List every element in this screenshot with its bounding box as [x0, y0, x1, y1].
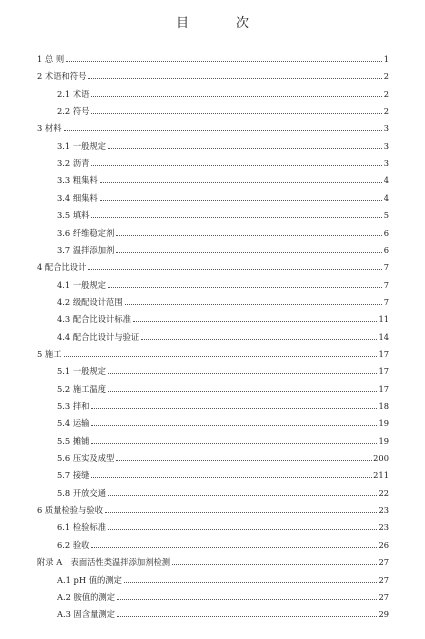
toc-entry[interactable] — [57, 518, 389, 532]
toc-entry[interactable] — [57, 189, 389, 203]
toc-entry-label: A.3 固含量测定 — [57, 609, 116, 620]
toc-entry[interactable] — [57, 85, 389, 99]
toc-entry[interactable] — [57, 536, 389, 550]
toc-entry-label: 4.1 一般规定 — [57, 279, 107, 290]
toc-entry-label: 5.7 接缝 — [57, 470, 90, 481]
toc-leader-dots — [117, 616, 377, 617]
toc-leader-dots — [91, 547, 377, 548]
toc-leader-dots — [133, 321, 378, 322]
toc-entry[interactable] — [57, 605, 389, 619]
toc-entry[interactable] — [57, 362, 389, 376]
toc-entry-label: 3.3 粗集料 — [57, 175, 98, 186]
toc-leader-dots — [108, 148, 382, 149]
toc-entry[interactable] — [57, 328, 389, 342]
toc-entry[interactable] — [57, 380, 389, 394]
toc-entry-label: 5.1 一般规定 — [57, 366, 107, 377]
toc-entry-page-number: 17 — [378, 383, 389, 394]
toc-leader-dots — [116, 252, 382, 253]
toc-leader-dots — [91, 165, 382, 166]
toc-entry-label: 4.4 配合比设计与验证 — [57, 331, 140, 342]
toc-entry[interactable] — [37, 119, 389, 133]
toc-entry[interactable] — [57, 241, 389, 255]
toc-entry-page-number: 29 — [378, 609, 389, 620]
toc-entry-page-number: 7 — [383, 279, 389, 290]
toc-entry-page-number: 11 — [378, 314, 389, 325]
toc-entry-page-number: 27 — [378, 574, 389, 585]
toc-leader-dots — [100, 182, 382, 183]
toc-entry-label: A.1 pH 值的测定 — [57, 574, 122, 585]
toc-leader-dots — [108, 529, 377, 530]
toc-entry-label: 5.8 开放交通 — [57, 487, 107, 498]
toc-leader-dots — [105, 512, 377, 513]
toc-entry-page-number: 19 — [378, 435, 389, 446]
toc-entry-page-number: 18 — [378, 401, 389, 411]
toc-entry[interactable] — [57, 484, 389, 498]
toc-entry[interactable] — [57, 414, 389, 428]
toc-leader-dots — [88, 78, 382, 79]
toc-entry[interactable] — [57, 432, 389, 446]
toc-leader-dots — [141, 339, 377, 340]
toc-entry-page-number: 19 — [378, 418, 389, 429]
toc-leader-dots — [88, 269, 382, 270]
toc-leader-dots — [66, 61, 382, 62]
toc-entry-label: 3.7 温拌添加剂 — [57, 244, 115, 255]
toc-entry-label: 5.3 拌和 — [57, 401, 90, 411]
toc-leader-dots — [116, 235, 382, 236]
toc-entry[interactable] — [57, 449, 389, 463]
toc-entry-page-number: 17 — [378, 348, 389, 359]
toc-entry-page-number: 26 — [378, 539, 389, 550]
toc-entry[interactable] — [57, 206, 389, 220]
toc-entry-label: 6.2 验收 — [57, 539, 90, 550]
toc-leader-dots — [116, 460, 372, 461]
toc-entry-page-number: 2 — [383, 106, 389, 117]
toc-entry-label: 2 术语和符号 — [37, 71, 87, 82]
toc-entry[interactable] — [37, 67, 389, 81]
toc-entry-label: 5.2 施工温度 — [57, 383, 107, 394]
toc-leader-dots — [91, 96, 382, 97]
toc-leader-dots — [124, 582, 378, 583]
toc-entry[interactable] — [57, 102, 389, 116]
toc-entry[interactable] — [37, 501, 389, 515]
toc-entry-page-number: 23 — [378, 522, 389, 533]
toc-entry-page-number: 22 — [378, 487, 389, 498]
toc-entry-page-number: 211 — [373, 470, 389, 481]
toc-entry-label: 3.2 沥青 — [57, 158, 90, 169]
toc-leader-dots — [108, 287, 382, 288]
toc-entry-page-number: 27 — [378, 557, 389, 568]
toc-entry[interactable] — [37, 50, 389, 64]
toc-leader-dots — [91, 217, 382, 218]
toc-entry-label: 3.4 细集料 — [57, 192, 98, 203]
toc-entry[interactable] — [57, 397, 389, 411]
toc-leader-dots — [91, 408, 377, 409]
toc-entry[interactable] — [57, 154, 389, 168]
toc-entry-page-number: 23 — [378, 505, 389, 516]
toc-entry-page-number: 4 — [383, 192, 389, 203]
toc-entry-label: 附录 A 表面活性类温拌添加剂检测 — [37, 557, 171, 568]
toc-entry[interactable] — [57, 276, 389, 290]
toc-entry-page-number: 6 — [383, 227, 389, 238]
toc-entry-page-number: 17 — [378, 366, 389, 377]
toc-entry-label: 2.1 术语 — [57, 88, 90, 99]
toc-entry-page-number: 2 — [383, 71, 389, 82]
toc-entry-page-number: 3 — [383, 158, 389, 169]
toc-entry-label: 6 质量检验与验收 — [37, 505, 103, 516]
toc-leader-dots — [172, 564, 377, 565]
toc-entry[interactable] — [57, 171, 389, 185]
toc-entry-page-number: 3 — [383, 123, 389, 134]
toc-entry-label: A.2 胺值的测定 — [57, 591, 116, 602]
toc-entry[interactable] — [37, 258, 389, 272]
toc-leader-dots — [91, 113, 382, 114]
toc-leader-dots — [91, 443, 377, 444]
toc-entry-page-number: 1 — [383, 54, 389, 64]
toc-entry-page-number: 6 — [383, 244, 389, 255]
toc-leader-dots — [117, 599, 377, 600]
toc-entry[interactable] — [57, 588, 389, 602]
toc-entry-label: 1 总 则 — [37, 54, 65, 64]
toc-entry-page-number: 4 — [383, 175, 389, 186]
toc-entry-page-number: 7 — [383, 262, 389, 273]
toc-entry-label: 5 施工 — [37, 348, 62, 359]
toc-entry[interactable] — [57, 293, 389, 307]
toc-entry-label: 4.3 配合比设计标准 — [57, 314, 131, 325]
toc-entry[interactable] — [57, 310, 389, 324]
toc-entry-label: 2.2 符号 — [57, 106, 90, 117]
toc-entry-page-number: 2 — [383, 88, 389, 99]
toc-leader-dots — [64, 356, 378, 357]
toc-leader-dots — [108, 495, 377, 496]
toc-entry-label: 6.1 检验标准 — [57, 522, 107, 533]
toc-entry[interactable] — [57, 224, 389, 238]
toc-leader-dots — [91, 425, 377, 426]
toc-entry-label: 3 材料 — [37, 123, 62, 134]
toc-entry[interactable] — [37, 345, 389, 359]
toc-entry[interactable] — [57, 466, 389, 480]
page-title: 目 次 — [175, 16, 266, 31]
toc-entry-page-number: 14 — [378, 331, 389, 342]
toc-entry-page-number: 7 — [383, 296, 389, 307]
toc-entry-label: 5.4 运输 — [57, 418, 90, 429]
toc-entry-label: 3.1 一般规定 — [57, 140, 107, 151]
toc-leader-dots — [108, 373, 377, 374]
toc-entry-page-number: 3 — [383, 140, 389, 151]
toc-leader-dots — [108, 391, 377, 392]
toc-entry-label: 4.2 级配设计范围 — [57, 296, 123, 307]
toc-entry[interactable] — [37, 553, 389, 567]
toc-leader-dots — [91, 477, 372, 478]
toc-entry-page-number: 200 — [373, 453, 389, 464]
toc-entry-label: 3.5 填料 — [57, 210, 90, 221]
toc-entry-label: 3.6 纤维稳定剂 — [57, 227, 115, 238]
toc-leader-dots — [125, 304, 382, 305]
toc-entry-label: 4 配合比设计 — [37, 262, 87, 273]
toc-entry[interactable] — [57, 137, 389, 151]
toc-leader-dots — [100, 200, 382, 201]
toc-leader-dots — [64, 130, 382, 131]
toc-entry-label: 5.5 摊铺 — [57, 435, 90, 446]
toc-entry-label: 5.6 压实及成型 — [57, 453, 115, 464]
toc-entry-page-number: 27 — [378, 591, 389, 602]
toc-entry[interactable] — [57, 571, 389, 585]
toc-entry-page-number: 5 — [383, 210, 389, 221]
